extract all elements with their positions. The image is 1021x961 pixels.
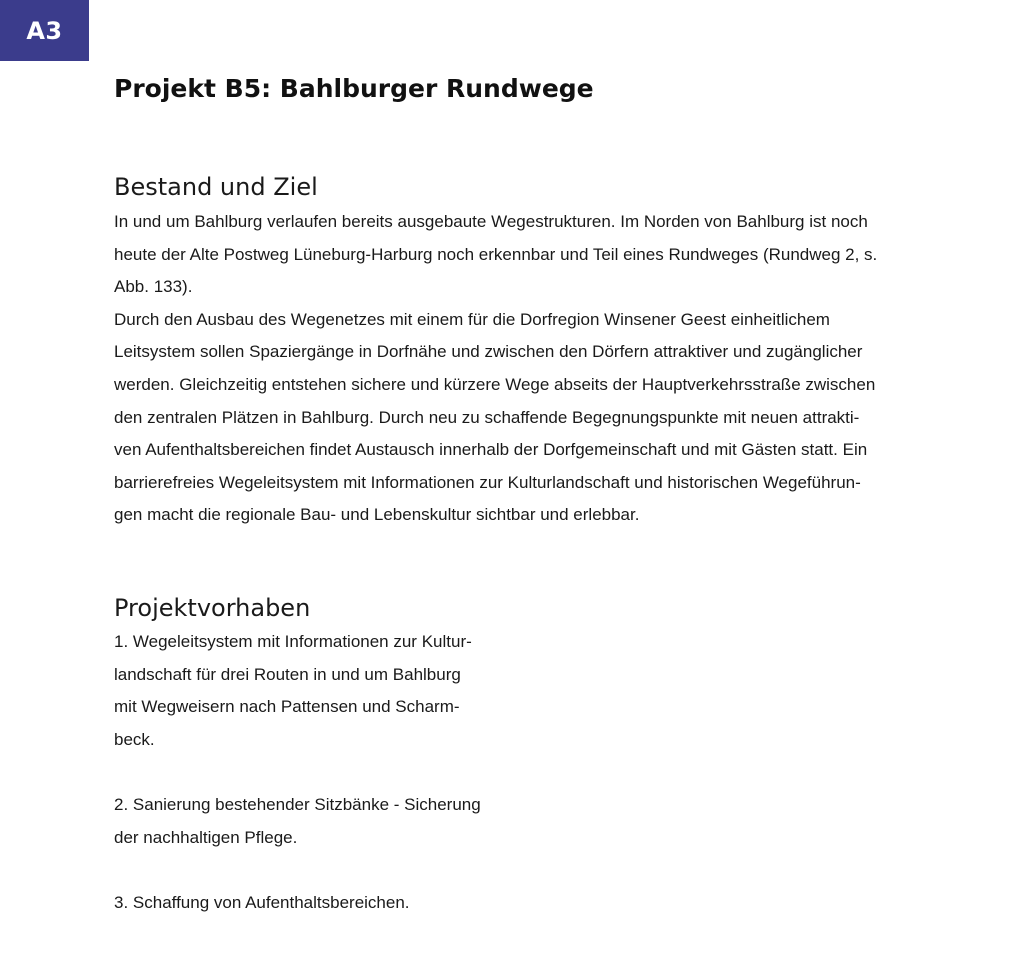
section-badge [0,0,89,61]
text-line: den zentralen Plätzen in Bahlburg. Durch neu zu schaffende Begegnungspunkte mit neuen attrakti- [114,407,860,427]
text-line: Abb. 133). [114,277,193,297]
text-line: heute der Alte Postweg Lüneburg-Harburg noch erkennbar und Teil eines Rundweges (Rundweg 2, s. [114,244,878,264]
section-badge-label: A3 [26,16,63,45]
text-line: In und um Bahlburg verlaufen bereits ausgebaute Wegestrukturen. Im Norden von Bahlburg ist noch [114,212,868,231]
text-line: gen macht die regionale Bau- und Lebenskultur sichtbar und erlebbar. [114,505,640,525]
text-line: Durch den Ausbau des Wegenetzes mit einem für die Dorfregion Winsener Geest einheitlichem [114,309,830,329]
text-line: 1. Wegeleitsystem mit Informationen zur Kultur- [114,632,472,651]
text-line: der nachhaltigen Pflege. [114,827,298,847]
list-item [114,626,534,756]
projektvorhaben-list [114,626,534,952]
text-line: 2. Sanierung bestehender Sitzbänke - Sicherung [114,794,481,814]
bestand-paragraph [114,206,974,532]
text-line: landschaft für drei Routen in und um Bahlburg [114,664,461,684]
text-line: 3. Schaffung von Aufenthaltsbereichen. [114,892,410,912]
heading-projektvorhaben: Projektvorhaben [114,594,311,622]
text-line: Leitsystem sollen Spaziergänge in Dorfnähe und zwischen den Dörfern attraktiver und zugänglicher [114,342,863,362]
list-item [114,789,534,854]
text-line: werden. Gleichzeitig entstehen sichere und kürzere Wege abseits der Hauptverkehrsstraße zwischen [114,374,876,394]
page-title: Projekt B5: Bahlburger Rundwege [114,74,594,103]
list-item [114,887,534,920]
text-line: beck. [114,729,155,749]
text-line: barrierefreies Wegeleitsystem mit Informationen zur Kulturlandschaft und historischen Wegeführun- [114,472,861,492]
heading-bestand-und-ziel: Bestand und Ziel [114,173,318,201]
text-line: ven Aufenthaltsbereichen findet Austausch innerhalb der Dorfgemeinschaft und mit Gästen statt. Ein [114,440,868,460]
text-line: mit Wegweisern nach Pattensen und Scharm- [114,697,460,717]
